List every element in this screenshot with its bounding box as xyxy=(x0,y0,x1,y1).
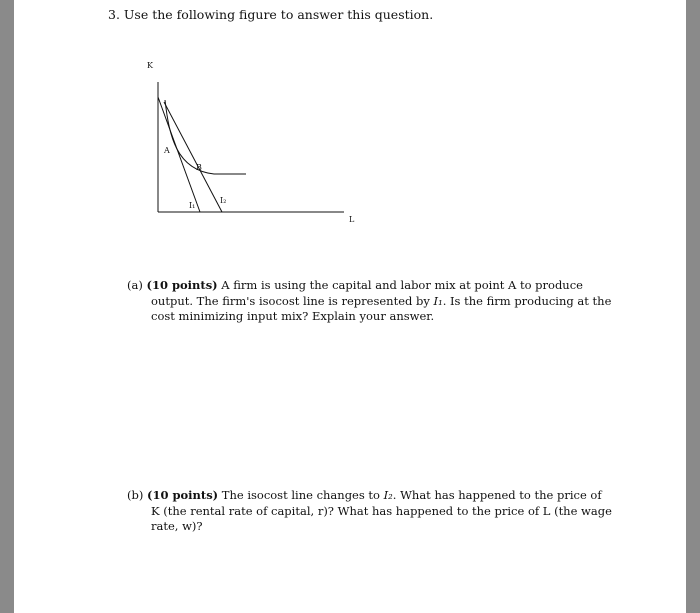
question-title: 3. Use the following figure to answer this question. xyxy=(108,7,434,22)
point-b-label: B xyxy=(196,163,202,172)
part-b-text-1-post: . What has happened to the price of xyxy=(392,488,602,502)
part-a-label: (a) xyxy=(127,278,143,292)
part-a-text-2-pre: output. The firm's isocost line is represented by xyxy=(151,293,434,308)
isoquant-curve xyxy=(165,100,246,174)
part-b-line-1 xyxy=(127,488,627,504)
l-axis-label: L xyxy=(349,215,355,224)
part-a-text-1: A firm is using the capital and labor mix at point A to produce xyxy=(221,278,583,292)
part-a-var-i1: I₁ xyxy=(433,293,443,308)
document-page xyxy=(14,0,686,613)
k-axis-label: K xyxy=(147,61,153,70)
isocost-2-label: I₂ xyxy=(220,196,227,205)
part-a xyxy=(127,278,627,325)
point-a-label: A xyxy=(164,146,170,155)
part-b xyxy=(127,488,627,535)
part-b-var-i2: I₂ xyxy=(383,488,393,502)
isocost-figure xyxy=(14,0,686,260)
part-b-line-3: rate, w)? xyxy=(151,519,203,533)
part-b-label: (b) xyxy=(127,488,144,502)
part-a-line-3: cost minimizing input mix? Explain your answer. xyxy=(151,309,435,323)
part-b-text-1-pre: The isocost line changes to xyxy=(221,488,384,502)
isocost-1-label: I₁ xyxy=(189,201,196,210)
part-a-line-2 xyxy=(127,294,627,310)
part-b-line-2: K (the rental rate of capital, r)? What has happened to the price of L (the wage xyxy=(151,503,612,518)
part-a-points: (10 points) xyxy=(146,278,218,292)
part-a-text-2-post: . Is the firm producing at the xyxy=(442,293,612,308)
part-b-points: (10 points) xyxy=(147,488,219,502)
part-a-line-1 xyxy=(127,278,627,294)
isocost-line-2 xyxy=(164,102,222,212)
